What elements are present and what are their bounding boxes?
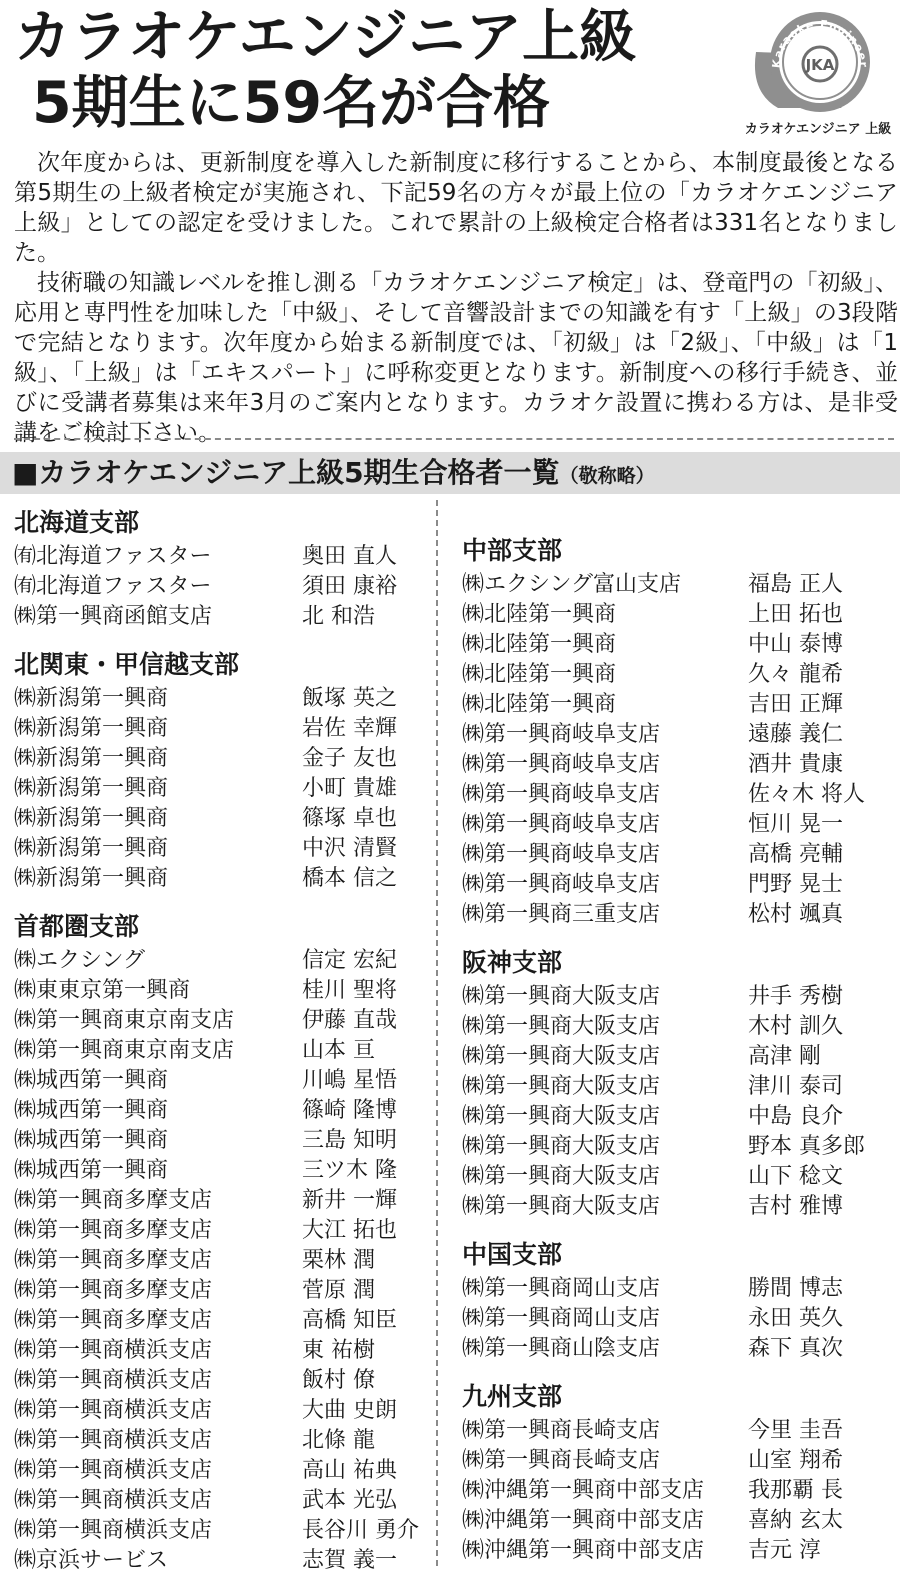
branch-name: 北関東・甲信越支部 [14,650,240,679]
list-item [14,1186,426,1216]
company-name: ㈱第一興商東京南支店 [14,1008,235,1033]
company-name: ㈱第一興商横浜支店 [14,1338,213,1363]
list-item [462,780,898,810]
company-name: ㈱第一興商東京南支店 [14,1038,235,1063]
list-item [462,982,898,1012]
branch-rows [462,982,898,1222]
list-item [462,600,898,630]
company-name: ㈱城西第一興商 [14,1068,169,1093]
person-name: 飯塚 英之 [302,686,397,711]
person-name: 長谷川 勇介 [302,1518,419,1543]
person-name: 高津 剛 [748,1044,821,1069]
company-name: ㈱沖縄第一興商中部支店 [462,1508,705,1533]
company-name: ㈱東東京第一興商 [14,978,191,1003]
company-name: ㈱新潟第一興商 [14,686,169,711]
list-item [14,572,426,602]
person-name: 吉田 正輝 [748,692,843,717]
list-item [462,1446,898,1476]
branch-rows [14,542,426,632]
branch-kyushu [462,1380,898,1566]
company-name: ㈱第一興商横浜支店 [14,1458,213,1483]
branch-chubu [462,534,898,930]
list-item [462,810,898,840]
left-column [14,506,426,1576]
person-name: 伊藤 直哉 [302,1008,397,1033]
company-name: ㈱第一興商多摩支店 [14,1248,213,1273]
person-name: 今里 圭吾 [748,1418,843,1443]
branch-shutoken [14,910,426,1576]
branch-hokkaido [14,506,426,632]
branch-name: 阪神支部 [462,948,563,977]
list-item [462,1416,898,1446]
list-item [462,840,898,870]
section-title [12,456,655,493]
person-name: 金子 友也 [302,746,397,771]
list-item [14,1366,426,1396]
list-item [462,1132,898,1162]
list-item [462,630,898,660]
company-name: ㈱第一興商大阪支店 [462,1164,661,1189]
company-name: ㈱エクシング富山支店 [462,572,682,597]
person-name: 高山 祐典 [302,1458,397,1483]
company-name: ㈱第一興商横浜支店 [14,1488,213,1513]
person-name: 野本 真多郎 [748,1134,865,1159]
person-name: 三ツ木 隆 [302,1158,397,1183]
company-name: ㈱第一興商多摩支店 [14,1188,213,1213]
person-name: 酒井 貴康 [748,752,843,777]
section-title-note: （敬称略） [559,465,655,487]
person-name: 橋本 信之 [302,866,397,891]
list-item [462,1536,898,1566]
list-item [462,900,898,930]
branch-name: 九州支部 [462,1382,563,1411]
person-name: 佐々木 将人 [748,782,865,807]
person-name: 上田 拓也 [748,602,843,627]
company-name: ㈱第一興商岐阜支店 [462,722,661,747]
person-name: 岩佐 幸輝 [302,716,397,741]
person-name: 津川 泰司 [748,1074,843,1099]
company-name: ㈱第一興商大阪支店 [462,984,661,1009]
company-name: ㈱第一興商大阪支店 [462,1104,661,1129]
person-name: 吉元 淳 [748,1538,821,1563]
company-name: ㈱第一興商函館支店 [14,604,213,629]
list-item [14,1546,426,1576]
branch-rows [462,570,898,930]
person-name: 山下 稔文 [748,1164,843,1189]
headline-line-1: カラオケエンジニア上級 [14,4,637,70]
list-item [14,1246,426,1276]
intro-text [14,148,898,448]
person-name: 永田 英久 [748,1306,843,1331]
company-name: ㈱第一興商大阪支店 [462,1014,661,1039]
person-name: 北 和浩 [302,604,375,629]
person-name: 木村 訓久 [748,1014,843,1039]
company-name: ㈱城西第一興商 [14,1128,169,1153]
company-name: ㈱城西第一興商 [14,1158,169,1183]
company-name: ㈱第一興商横浜支店 [14,1428,213,1453]
company-name: ㈱第一興商多摩支店 [14,1218,213,1243]
branch-kitakanto [14,648,426,894]
list-item [14,864,426,894]
company-name: ㈱第一興商横浜支店 [14,1518,213,1543]
person-name: 中島 良介 [748,1104,843,1129]
person-name: 桂川 聖将 [302,978,397,1003]
list-item [14,744,426,774]
list-item [462,690,898,720]
company-name: ㈱第一興商三重支店 [462,902,661,927]
person-name: 篠塚 卓也 [302,806,397,831]
company-name: ㈱第一興商横浜支店 [14,1398,213,1423]
branch-chugoku [462,1238,898,1364]
person-name: 井手 秀樹 [748,984,843,1009]
person-name: 吉村 雅博 [748,1194,843,1219]
person-name: 川嶋 星悟 [302,1068,397,1093]
company-name: ㈱第一興商岐阜支店 [462,842,661,867]
logo-mark-text: JKA [805,56,835,74]
list-item [14,1306,426,1336]
company-name: ㈱第一興商横浜支店 [14,1368,213,1393]
branch-rows [462,1274,898,1364]
company-name: ㈱城西第一興商 [14,1098,169,1123]
list-item [462,1274,898,1304]
branch-name: 首都圏支部 [14,912,140,941]
company-name: ㈱第一興商岐阜支店 [462,812,661,837]
person-name: 新井 一輝 [302,1188,397,1213]
person-name: 遠藤 義仁 [748,722,843,747]
company-name: ㈱第一興商大阪支店 [462,1044,661,1069]
company-name: ㈱第一興商岡山支店 [462,1306,661,1331]
person-name: 久々 龍希 [748,662,843,687]
company-name: ㈱京浜サービス [14,1548,169,1573]
branch-name: 中国支部 [462,1240,563,1269]
person-name: 菅原 潤 [302,1278,375,1303]
person-name: 東 祐樹 [302,1338,375,1363]
company-name: ㈱北陸第一興商 [462,662,617,687]
company-name: ㈱第一興商多摩支店 [14,1278,213,1303]
person-name: 小町 貴雄 [302,776,397,801]
intro-paragraph-1: 次年度からは、更新制度を導入した新制度に移行することから、本制度最後となる第5期生の上級者検定が実施され、下記59名の方々が最上位の「カラオケエンジニア上級」としての認定を受けました。これで累計の上級検定合格者は331名となりました。 [14,150,898,266]
person-name: 北條 龍 [302,1428,375,1453]
company-name: ㈱新潟第一興商 [14,866,169,891]
company-name: ㈱第一興商大阪支店 [462,1134,661,1159]
person-name: 篠崎 隆博 [302,1098,397,1123]
company-name: ㈱第一興商岡山支店 [462,1276,661,1301]
company-name: ㈱新潟第一興商 [14,746,169,771]
list-item [14,1276,426,1306]
list-item [14,1516,426,1546]
company-name: ㈱新潟第一興商 [14,806,169,831]
company-name: ㈱新潟第一興商 [14,716,169,741]
list-item [462,750,898,780]
list-item [14,684,426,714]
company-name: ㈱第一興商大阪支店 [462,1194,661,1219]
list-item [14,542,426,572]
company-name: ㈱第一興商岐阜支店 [462,752,661,777]
list-item [14,1486,426,1516]
person-name: 武本 光弘 [302,1488,397,1513]
person-name: 山室 翔希 [748,1448,843,1473]
list-item [14,1126,426,1156]
company-name: ㈱第一興商大阪支店 [462,1074,661,1099]
list-item [14,976,426,1006]
list-item [14,774,426,804]
logo-ring-text: Karaoke Engineer [769,17,871,69]
person-name: 須田 康裕 [302,574,397,599]
intro-paragraph-2: 技術職の知識レベルを推し測る「カラオケエンジニア検定」は、登竜門の「初級」、応用と専門性を加味した「中級」、そして音響設計までの知識を有す「上級」の3段階で完結となります。次年度から始まる新制度では、「初級」は「2級」、「中級」は「1級」、「上級」は「エキスパート」に呼称変更となります。新制度への移行手続き、並びに受講者募集は来年3月のご案内となります。カラオケ設置に携わる方は、是非受講をご検討下さい。 [14,270,898,446]
company-name: ㈱北陸第一興商 [462,692,617,717]
person-name: 大江 拓也 [302,1218,397,1243]
list-item [14,602,426,632]
branch-rows [462,1416,898,1566]
person-name: 栗林 潤 [302,1248,375,1273]
list-item [14,1006,426,1036]
list-item [14,1336,426,1366]
person-name: 奥田 直人 [302,544,397,569]
list-item [14,804,426,834]
branch-name: 中部支部 [462,536,563,565]
list-item [462,1192,898,1222]
company-name: ㈲北海道ファスター [14,574,212,599]
company-name: ㈱新潟第一興商 [14,836,169,861]
headline-line-2: 5期生に59名が合格 [32,70,550,136]
person-name: 勝間 博志 [748,1276,843,1301]
person-name: 大曲 史朗 [302,1398,397,1423]
list-item [462,1506,898,1536]
branch-hanshin [462,946,898,1222]
company-name: ㈱第一興商長崎支店 [462,1418,661,1443]
list-item [462,870,898,900]
company-name: ㈱第一興商岐阜支店 [462,872,661,897]
branch-name: 北海道支部 [14,508,140,537]
branch-rows [14,684,426,894]
company-name: ㈱北陸第一興商 [462,632,617,657]
person-name: 中沢 清賢 [302,836,397,861]
list-item [14,1036,426,1066]
person-name: 我那覇 長 [748,1478,843,1503]
person-name: 飯村 僚 [302,1368,375,1393]
company-name: ㈲北海道ファスター [14,544,212,569]
company-name: ㈱第一興商山陰支店 [462,1336,661,1361]
column-divider [436,500,438,1566]
company-name: ㈱第一興商岐阜支店 [462,782,661,807]
list-item [14,1066,426,1096]
company-name: ㈱第一興商多摩支店 [14,1308,213,1333]
list-item [14,714,426,744]
person-name: 志賀 義一 [302,1548,397,1573]
list-item [462,1162,898,1192]
person-name: 高橋 知臣 [302,1308,397,1333]
company-name: ㈱新潟第一興商 [14,776,169,801]
company-name: ㈱沖縄第一興商中部支店 [462,1538,705,1563]
person-name: 森下 真次 [748,1336,843,1361]
person-name: 中山 泰博 [748,632,843,657]
person-name: 信定 宏紀 [302,948,397,973]
headline [14,4,636,136]
list-item [14,1216,426,1246]
list-item [462,720,898,750]
section-title-text: ■カラオケエンジニア上級5期生合格者一覧 [12,456,560,489]
person-name: 恒川 晃一 [748,812,843,837]
list-item [462,570,898,600]
list-item [462,1042,898,1072]
branch-rows [14,946,426,1576]
list-item [462,1476,898,1506]
logo-caption: カラオケエンジニア 上級 [744,122,892,137]
person-name: 福島 正人 [748,572,843,597]
person-name: 高橋 亮輔 [748,842,843,867]
list-item [462,1012,898,1042]
list-item [462,1304,898,1334]
person-name: 三島 知明 [302,1128,397,1153]
person-name: 門野 晃士 [748,872,843,897]
list-item [462,1102,898,1132]
list-item [14,1456,426,1486]
list-item [462,1334,898,1364]
right-column [462,534,898,1566]
dashed-divider [14,438,894,440]
company-name: ㈱エクシング [14,948,146,973]
person-name: 松村 颯真 [748,902,843,927]
list-item [462,660,898,690]
person-name: 山本 亘 [302,1038,375,1063]
list-item [14,946,426,976]
list-item [14,1156,426,1186]
list-item [14,834,426,864]
company-name: ㈱北陸第一興商 [462,602,617,627]
list-item [14,1096,426,1126]
person-name: 喜納 玄太 [748,1508,843,1533]
company-name: ㈱沖縄第一興商中部支店 [462,1478,705,1503]
company-name: ㈱第一興商長崎支店 [462,1448,661,1473]
list-item [462,1072,898,1102]
list-item [14,1426,426,1456]
list-item [14,1396,426,1426]
